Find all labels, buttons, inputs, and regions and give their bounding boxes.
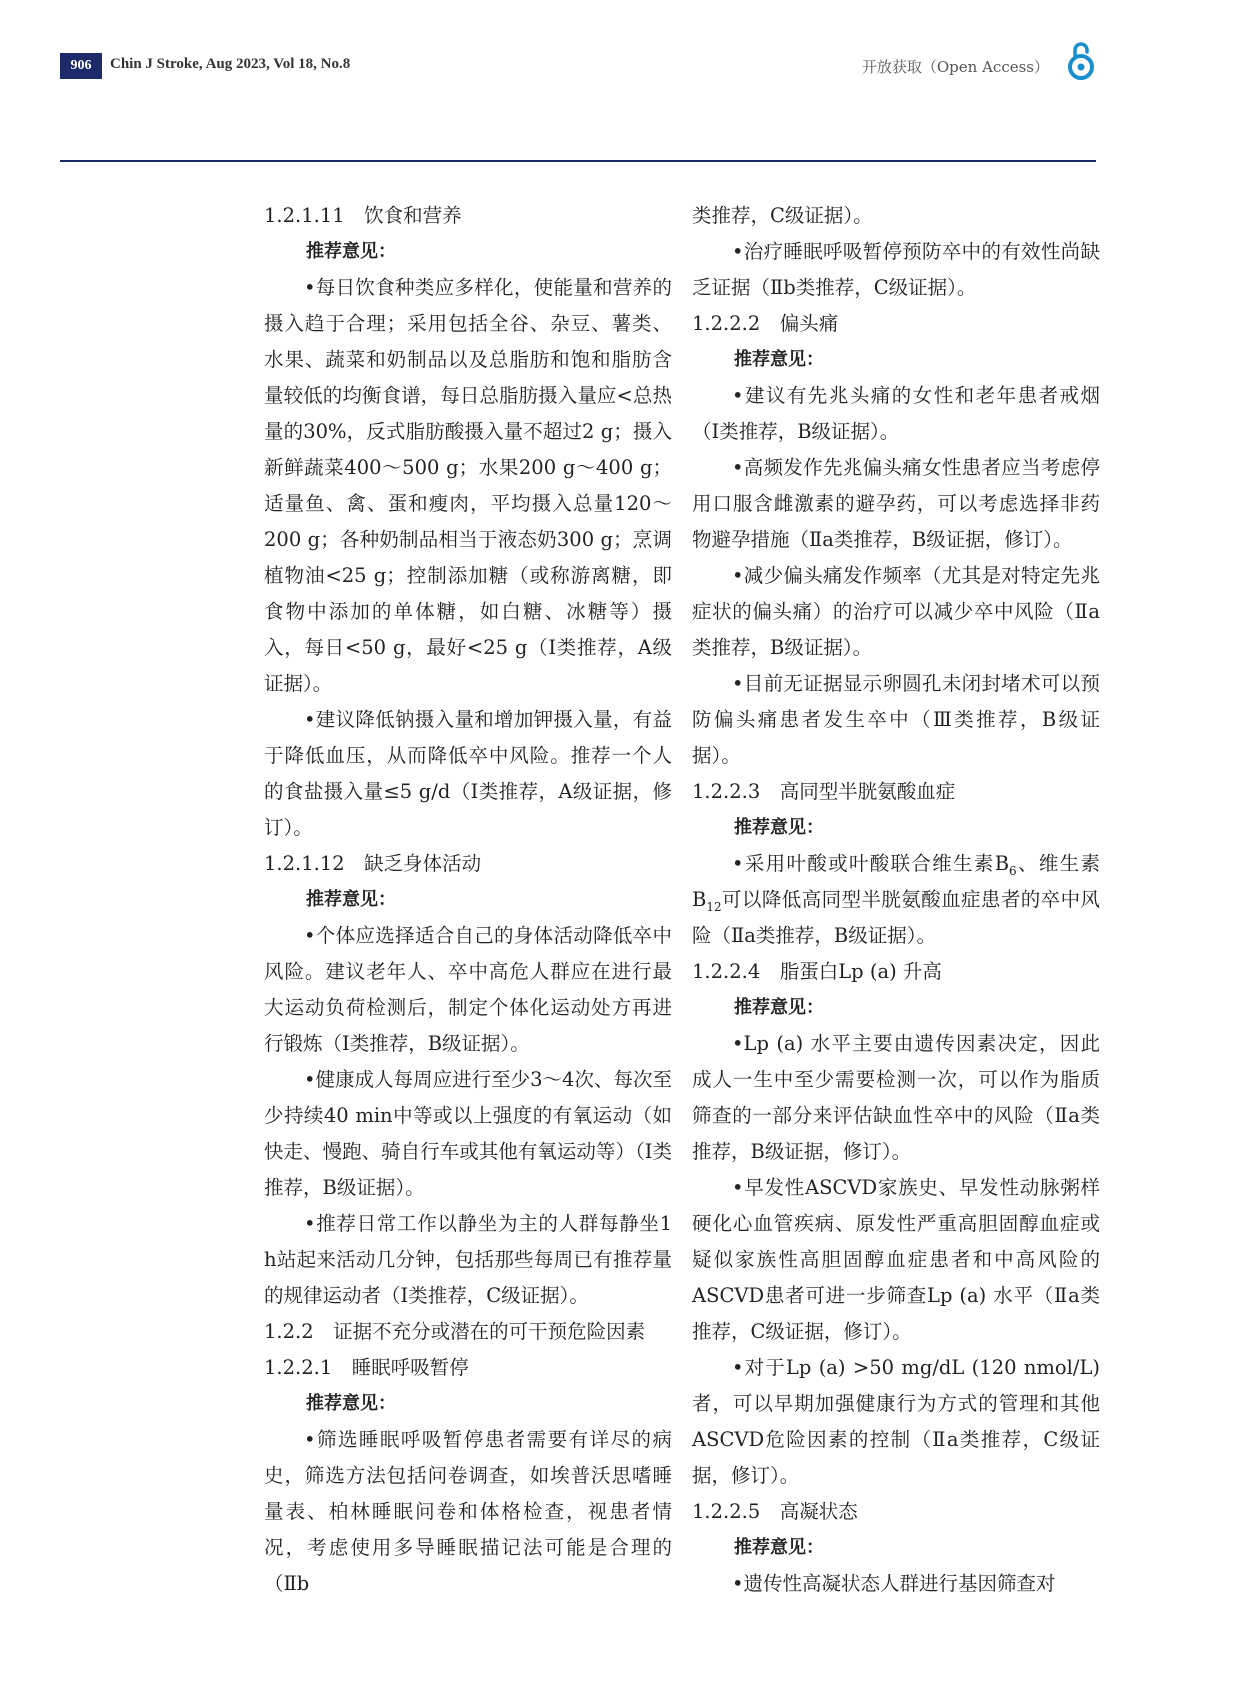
recommendation-item: •健康成人每周应进行至少3～4次、每次至少持续40 min中等或以上强度的有氧运动（如快走、慢跑、骑自行车或其他有氧运动等）（Ⅰ类推荐，B级证据）。	[264, 1068, 672, 1199]
section-heading: 1.2.1.11 饮食和营养	[264, 204, 462, 227]
recommendation-item: •筛选睡眠呼吸暂停患者需要有详尽的病史，筛选方法包括问卷调查，如埃普沃思嗜睡量表、柏林睡眠问卷和体格检查，视患者情况，考虑使用多导睡眠描记法可能是合理的（Ⅱb	[264, 1428, 672, 1595]
recommendation-item: •对于Lp (a) >50 mg/dL (120 nmol/L) 者，可以早期加强健康行为方式的管理和其他ASCVD危险因素的控制（Ⅱa类推荐，C级证据，修订）。	[692, 1356, 1100, 1487]
section-heading: 1.2.2.1 睡眠呼吸暂停	[264, 1356, 469, 1379]
section-heading: 1.2.2 证据不充分或潜在的可干预危险因素	[264, 1320, 646, 1343]
section-heading: 1.2.2.4 脂蛋白Lp (a) 升高	[692, 960, 942, 983]
recommendation-item: •早发性ASCVD家族史、早发性动脉粥样硬化心血管疾病、原发性严重高胆固醇血症或疑似家族性高胆固醇血症患者和中高风险的ASCVD患者可进一步筛查Lp (a) 水平（Ⅱa类推荐，C级证据，修订）。	[692, 1176, 1100, 1343]
page-number: 906	[60, 53, 102, 79]
recommendation-item: •遗传性高凝状态人群进行基因筛查对	[732, 1572, 1056, 1595]
text-fragment: 、维生素B	[692, 852, 1100, 911]
text-fragment: •采用叶酸或叶酸联合维生素B	[732, 852, 1010, 875]
recommendation-item: •减少偏头痛发作频率（尤其是对特定先兆症状的偏头痛）的治疗可以减少卒中风险（Ⅱa类推荐，B级证据）。	[692, 564, 1100, 659]
recommendation-label: 推荐意见：	[734, 349, 824, 370]
recommendation-label: 推荐意见：	[306, 241, 396, 262]
recommendation-item: •高频发作先兆偏头痛女性患者应当考虑停用口服含雌激素的避孕药，可以考虑选择非药物避孕措施（Ⅱa类推荐，B级证据，修订）。	[692, 456, 1100, 551]
recommendation-label: 推荐意见：	[306, 1393, 396, 1414]
open-access-label: 开放获取（Open Access）	[861, 58, 1049, 76]
recommendation-item: •建议有先兆头痛的女性和老年患者戒烟（Ⅰ类推荐，B级证据）。	[692, 384, 1100, 443]
right-column	[692, 198, 1100, 1602]
subscript: 6	[1009, 863, 1017, 878]
recommendation-item: •Lp (a) 水平主要由遗传因素决定，因此成人一生中至少需要检测一次，可以作为脂质筛查的一部分来评估缺血性卒中的风险（Ⅱa类推荐，B级证据，修订）。	[692, 1032, 1100, 1163]
section-heading: 1.2.1.12 缺乏身体活动	[264, 852, 482, 875]
text-fragment: 可以降低高同型半胱氨酸血症患者的卒中风险（Ⅱa类推荐，B级证据）。	[692, 888, 1100, 947]
section-heading: 1.2.2.3 高同型半胱氨酸血症	[692, 780, 956, 803]
recommendation-item: •个体应选择适合自己的身体活动降低卒中风险。建议老年人、卒中高危人群应在进行最大运动负荷检测后，制定个体化运动处方再进行锻炼（Ⅰ类推荐，B级证据）。	[264, 924, 672, 1055]
recommendation-item: •每日饮食种类应多样化，使能量和营养的摄入趋于合理；采用包括全谷、杂豆、薯类、水果、蔬菜和奶制品以及总脂肪和饱和脂肪含量较低的均衡食谱，每日总脂肪摄入量应<总热量的30%，反式脂肪酸摄入量不超过2 g；摄入新鲜蔬菜400～500 g；水果200 g～400 g；适量鱼、禽、蛋和瘦肉，平均摄入总量120～200 g；各种奶制品相当于液态奶300 g；烹调植物油<25 g；控制添加糖（或称游离糖，即食物中添加的单体糖，如白糖、冰糖等）摄入，每日<50 g，最好<25 g（Ⅰ类推荐，A级证据）。	[264, 276, 672, 695]
recommendation-label: 推荐意见：	[734, 817, 824, 838]
section-heading: 1.2.2.2 偏头痛	[692, 312, 839, 335]
recommendation-item: •推荐日常工作以静坐为主的人群每静坐1 h站起来活动几分钟，包括那些每周已有推荐量的规律运动者（Ⅰ类推荐，C级证据）。	[264, 1212, 672, 1307]
recommendation-item: •建议降低钠摄入量和增加钾摄入量，有益于降低血压，从而降低卒中风险。推荐一个人的食盐摄入量≤5 g/d（Ⅰ类推荐，A级证据，修订）。	[264, 708, 672, 839]
journal-citation: Chin J Stroke, Aug 2023, Vol 18, No.8	[110, 56, 351, 72]
recommendation-label: 推荐意见：	[734, 1537, 824, 1558]
recommendation-label: 推荐意见：	[306, 889, 396, 910]
recommendation-item: •治疗睡眠呼吸暂停预防卒中的有效性尚缺乏证据（Ⅱb类推荐，C级证据）。	[692, 240, 1100, 299]
continued-text: 类推荐，C级证据）。	[692, 204, 873, 227]
recommendation-item: •目前无证据显示卵圆孔未闭封堵术可以预防偏头痛患者发生卒中（Ⅲ类推荐，B级证据）。	[692, 672, 1100, 767]
header-rule	[60, 160, 1096, 162]
open-access-lock-icon	[1066, 40, 1096, 80]
subscript: 12	[706, 899, 722, 914]
recommendation-label: 推荐意见：	[734, 997, 824, 1018]
left-column	[264, 198, 672, 1602]
recommendation-item	[692, 846, 1100, 954]
section-heading: 1.2.2.5 高凝状态	[692, 1500, 858, 1523]
